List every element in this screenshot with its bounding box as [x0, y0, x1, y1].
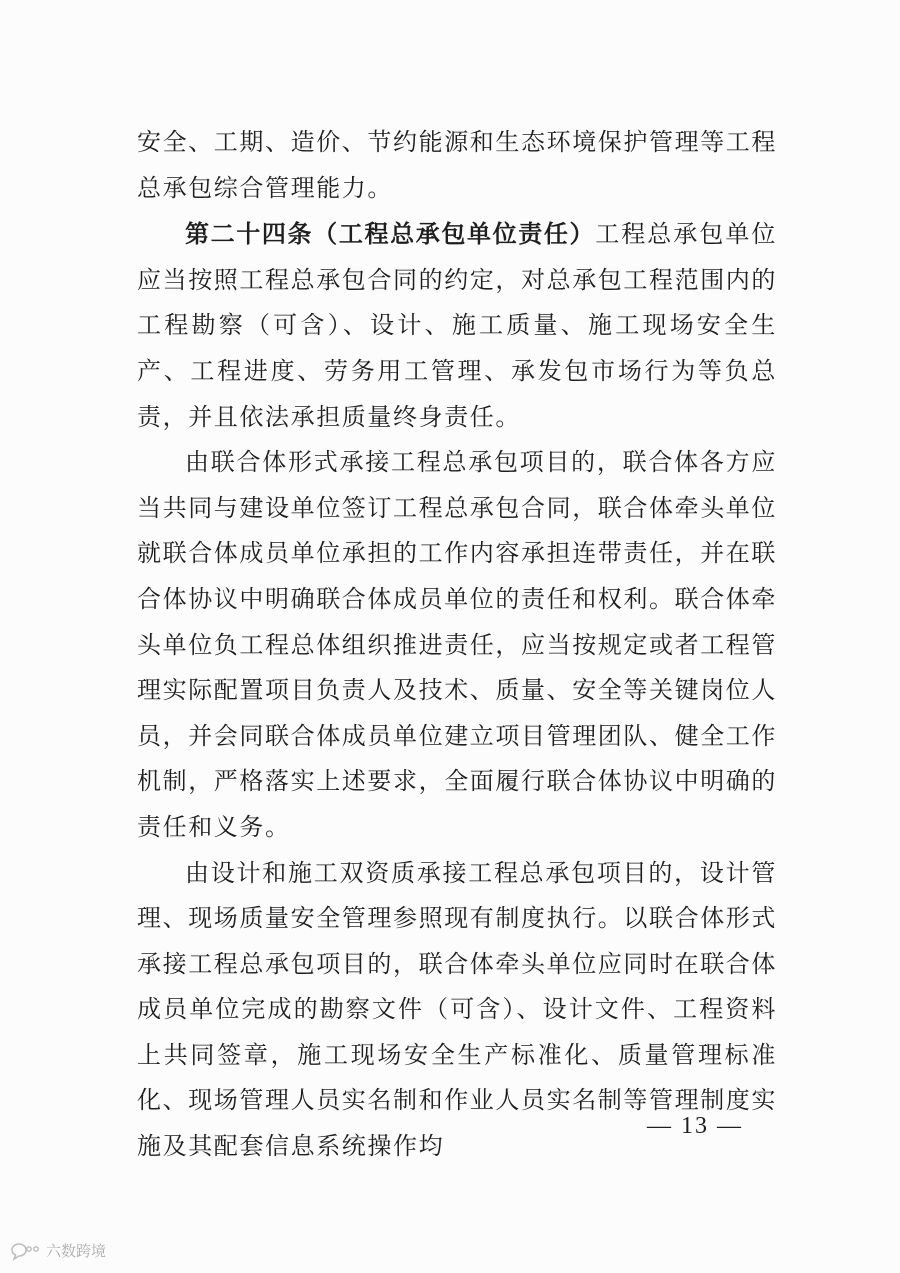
paragraph-text: 由设计和施工双资质承接工程总承包项目的，设计管理、现场质量安全管理参照现有制度执行。以联合体形式承接工程总承包项目的，联合体牵头单位应同时在联合体成员单位完成的勘察文件（可含）、设计文件、工程资料上共同签章，施工现场安全生产标准化、质量管理标准化、现场管理人员实名制和作业人员实名制等管理制度实施及其配套信息系统操作均	[137, 858, 777, 1161]
article-heading: 第二十四条（工程总承包单位责任）	[185, 219, 596, 249]
paragraph-text: 由联合体形式承接工程总承包项目的，联合体各方应当共同与建设单位签订工程总承包合同，联合体牵头单位就联合体成员单位承担的工作内容承担连带责任，并在联合体协议中明确联合体成员单位的责任和权利。联合体牵头单位负工程总体组织推进责任，应当按规定或者工程管理实际配置项目负责人及技术、质量、安全等关键岗位人员，并会同联合体成员单位建立项目管理团队、健全工作机制，严格落实上述要求，全面履行联合体协议中明确的责任和义务。	[137, 448, 777, 841]
paragraph-continuation	[137, 120, 777, 211]
document-body	[137, 120, 777, 1170]
paragraph-text: 安全、工期、造价、节约能源和生态环境保护管理等工程总承包综合管理能力。	[137, 128, 777, 202]
page-number: — 13 —	[647, 1113, 743, 1139]
speech-bubble-logo-icon	[8, 1239, 42, 1261]
watermark-text: 六数跨境	[46, 1241, 107, 1260]
paragraph-article-24	[137, 211, 777, 440]
paragraph-text: 工程总承包单位应当按照工程总承包合同的约定，对总承包工程范围内的工程勘察（可含）、设计、施工质量、施工现场安全生产、工程进度、劳务用工管理、承发包市场行为等负总责，并且依法承担质量终身责任。	[137, 220, 778, 431]
paragraph-consortium	[137, 440, 777, 850]
watermark	[8, 1239, 106, 1261]
